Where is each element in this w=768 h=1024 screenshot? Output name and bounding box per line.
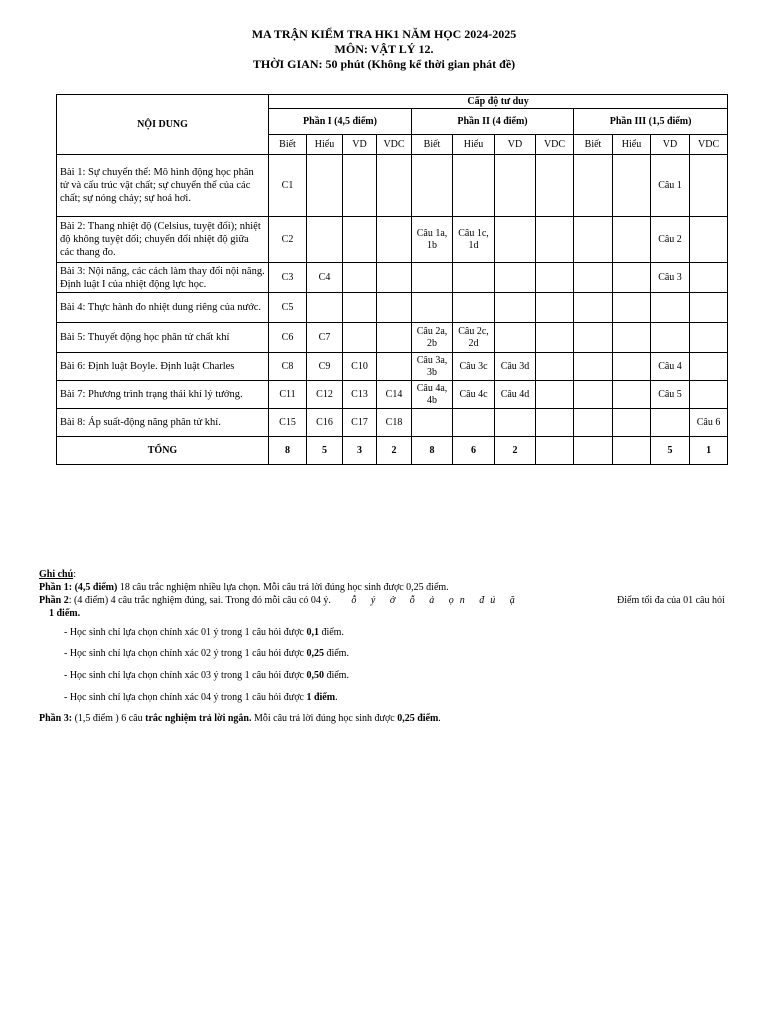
question-cell bbox=[651, 323, 690, 353]
table-row bbox=[57, 217, 728, 263]
level-label: VD bbox=[495, 135, 536, 155]
note-bullet: - Học sinh chỉ lựa chọn chính xác 03 ý trong 1 câu hỏi được 0,50 điểm. bbox=[64, 670, 349, 681]
question-cell bbox=[690, 263, 728, 293]
question-cell bbox=[307, 155, 343, 217]
level-label: VD bbox=[651, 135, 690, 155]
part-header: Phần II (4 điểm) bbox=[412, 109, 574, 135]
level-label: VD bbox=[343, 135, 377, 155]
question-cell bbox=[377, 263, 412, 293]
question-cell bbox=[453, 409, 495, 437]
question-cell bbox=[453, 263, 495, 293]
table-row bbox=[57, 263, 728, 293]
part-header: Phần III (1,5 điểm) bbox=[574, 109, 728, 135]
question-cell: C17 bbox=[343, 409, 377, 437]
question-cell bbox=[307, 293, 343, 323]
note-bullet: - Học sinh chỉ lựa chọn chính xác 02 ý trong 1 câu hỏi được 0,25 điểm. bbox=[64, 648, 349, 659]
question-cell: Câu 4d bbox=[495, 381, 536, 409]
total-cell: 2 bbox=[377, 437, 412, 465]
table-row bbox=[57, 293, 728, 323]
total-cell: 6 bbox=[453, 437, 495, 465]
note-part-1: Phần 1: (4,5 điểm) 18 câu trắc nghiệm nhiều lựa chọn. Mỗi câu trả lời đúng học sinh được 0,25 điểm. bbox=[39, 582, 449, 593]
question-cell bbox=[453, 293, 495, 323]
lesson-content: Bài 5: Thuyết động học phân tử chất khí bbox=[57, 323, 269, 353]
question-cell bbox=[343, 217, 377, 263]
question-cell bbox=[495, 155, 536, 217]
question-cell: Câu 3d bbox=[495, 353, 536, 381]
question-cell: Câu 4a, 4b bbox=[412, 381, 453, 409]
question-cell bbox=[690, 353, 728, 381]
question-cell bbox=[453, 155, 495, 217]
question-cell bbox=[343, 293, 377, 323]
total-cell bbox=[574, 437, 613, 465]
question-cell: C3 bbox=[269, 263, 307, 293]
question-cell bbox=[690, 217, 728, 263]
question-cell bbox=[536, 323, 574, 353]
total-cell: 5 bbox=[307, 437, 343, 465]
level-label: Biết bbox=[412, 135, 453, 155]
question-cell bbox=[536, 155, 574, 217]
question-cell bbox=[651, 293, 690, 323]
table-row bbox=[57, 381, 728, 409]
table-row bbox=[57, 323, 728, 353]
question-cell: C14 bbox=[377, 381, 412, 409]
table-row bbox=[57, 155, 728, 217]
table-row bbox=[57, 409, 728, 437]
question-cell bbox=[613, 323, 651, 353]
question-cell bbox=[495, 293, 536, 323]
question-cell: C7 bbox=[307, 323, 343, 353]
question-cell bbox=[574, 155, 613, 217]
question-cell bbox=[495, 409, 536, 437]
question-cell: Câu 2a, 2b bbox=[412, 323, 453, 353]
lesson-content: Bài 8: Áp suất-động năng phân tử khí. bbox=[57, 409, 269, 437]
question-cell: Câu 1 bbox=[651, 155, 690, 217]
question-cell: C18 bbox=[377, 409, 412, 437]
question-cell bbox=[343, 155, 377, 217]
question-cell bbox=[412, 155, 453, 217]
question-cell bbox=[574, 217, 613, 263]
doc-subject: MÔN: VẬT LÝ 12. bbox=[334, 42, 434, 56]
question-cell bbox=[377, 293, 412, 323]
total-cell: 1 bbox=[690, 437, 728, 465]
question-cell bbox=[613, 353, 651, 381]
question-cell bbox=[613, 381, 651, 409]
question-cell bbox=[613, 293, 651, 323]
question-cell bbox=[574, 381, 613, 409]
question-cell: C5 bbox=[269, 293, 307, 323]
question-cell bbox=[651, 409, 690, 437]
question-cell: Câu 1c, 1d bbox=[453, 217, 495, 263]
question-cell bbox=[536, 293, 574, 323]
question-cell bbox=[377, 217, 412, 263]
question-cell bbox=[690, 155, 728, 217]
question-cell: C12 bbox=[307, 381, 343, 409]
question-cell: Câu 4 bbox=[651, 353, 690, 381]
question-cell bbox=[377, 323, 412, 353]
total-cell: 3 bbox=[343, 437, 377, 465]
level-header: Cấp độ tư duy bbox=[269, 95, 728, 109]
question-cell: C6 bbox=[269, 323, 307, 353]
doc-title: MA TRẬN KIỂM TRA HK1 NĂM HỌC 2024-2025 bbox=[251, 27, 517, 41]
question-cell: Câu 3 bbox=[651, 263, 690, 293]
question-cell bbox=[412, 293, 453, 323]
question-cell: C9 bbox=[307, 353, 343, 381]
question-cell bbox=[412, 263, 453, 293]
question-cell bbox=[343, 323, 377, 353]
question-cell: C10 bbox=[343, 353, 377, 381]
question-cell bbox=[536, 353, 574, 381]
content-header: NỘI DUNG bbox=[57, 95, 269, 155]
notes-title: Ghi chú: bbox=[39, 569, 76, 580]
question-cell bbox=[574, 409, 613, 437]
question-cell bbox=[613, 217, 651, 263]
question-cell: C4 bbox=[307, 263, 343, 293]
total-cell bbox=[536, 437, 574, 465]
level-label: VDC bbox=[536, 135, 574, 155]
question-cell: C13 bbox=[343, 381, 377, 409]
question-cell: C1 bbox=[269, 155, 307, 217]
question-cell bbox=[495, 263, 536, 293]
total-cell: 2 bbox=[495, 437, 536, 465]
total-cell bbox=[613, 437, 651, 465]
question-cell: Câu 3c bbox=[453, 353, 495, 381]
question-cell bbox=[574, 293, 613, 323]
lesson-content: Bài 3: Nội năng, các cách làm thay đổi nội năng. Định luật I của nhiệt động lực học. bbox=[57, 263, 269, 293]
question-cell bbox=[536, 381, 574, 409]
question-cell bbox=[377, 155, 412, 217]
level-label: Hiểu bbox=[307, 135, 343, 155]
question-cell: C15 bbox=[269, 409, 307, 437]
question-cell bbox=[613, 263, 651, 293]
question-cell: Câu 5 bbox=[651, 381, 690, 409]
lesson-content: Bài 2: Thang nhiệt độ (Celsius, tuyệt đối); nhiệt độ không tuyệt đối; chuyển đổi nhiệt độ giữa các thang đo. bbox=[57, 217, 269, 263]
question-cell bbox=[613, 155, 651, 217]
question-cell: Câu 6 bbox=[690, 409, 728, 437]
question-cell: Câu 3a, 3b bbox=[412, 353, 453, 381]
question-cell bbox=[574, 323, 613, 353]
level-label: Biết bbox=[269, 135, 307, 155]
lesson-content: Bài 6: Định luật Boyle. Định luật Charles bbox=[57, 353, 269, 381]
question-cell: C16 bbox=[307, 409, 343, 437]
level-label: Hiểu bbox=[453, 135, 495, 155]
question-cell bbox=[495, 217, 536, 263]
question-cell bbox=[574, 353, 613, 381]
total-label: TỔNG bbox=[57, 437, 269, 465]
lesson-content: Bài 4: Thực hành đo nhiệt dung riêng của nước. bbox=[57, 293, 269, 323]
question-cell: C8 bbox=[269, 353, 307, 381]
note-part-2: Phần 2: (4 điểm) 4 câu trắc nghiệm đúng, sai. Trong đó mỗi câu có 04 ý. ỗ ý ở ỗ ả ọn đú ặ Điểm tối đa của 01 câu hỏi bbox=[39, 595, 725, 606]
question-cell bbox=[495, 323, 536, 353]
question-cell bbox=[613, 409, 651, 437]
question-cell bbox=[536, 263, 574, 293]
question-cell bbox=[412, 409, 453, 437]
lesson-content: Bài 1: Sự chuyển thể: Mô hình động học phân tử và cấu trúc vật chất; sự chuyển thể của các chất; sự nóng chảy; sự hoá hơi. bbox=[57, 155, 269, 217]
total-cell: 8 bbox=[269, 437, 307, 465]
note-bullet: - Học sinh chỉ lựa chọn chính xác 04 ý trong 1 câu hỏi được 1 điểm. bbox=[64, 692, 338, 703]
question-cell bbox=[536, 217, 574, 263]
note-part-2-max: 1 điểm. bbox=[49, 608, 81, 619]
level-label: Biết bbox=[574, 135, 613, 155]
note-bullet: - Học sinh chỉ lựa chọn chính xác 01 ý trong 1 câu hỏi được 0,1 điểm. bbox=[64, 627, 344, 638]
level-label: VDC bbox=[377, 135, 412, 155]
note-part-3: Phần 3: (1,5 điểm ) 6 câu trắc nghiệm trả lời ngắn. Mỗi câu trả lời đúng học sinh được 0,25 điểm. bbox=[39, 713, 441, 724]
question-cell bbox=[307, 217, 343, 263]
question-cell: C11 bbox=[269, 381, 307, 409]
question-cell bbox=[536, 409, 574, 437]
question-cell bbox=[690, 381, 728, 409]
question-cell: Câu 2 bbox=[651, 217, 690, 263]
question-cell: Câu 2c, 2d bbox=[453, 323, 495, 353]
question-cell: Câu 1a, 1b bbox=[412, 217, 453, 263]
doc-duration: THỜI GIAN: 50 phút (Không kể thời gian phát đề) bbox=[252, 57, 516, 71]
question-cell bbox=[377, 353, 412, 381]
part-header: Phần I (4,5 điểm) bbox=[269, 109, 412, 135]
question-cell bbox=[574, 263, 613, 293]
question-cell bbox=[343, 263, 377, 293]
question-cell bbox=[690, 293, 728, 323]
lesson-content: Bài 7: Phương trình trạng thái khí lý tưởng. bbox=[57, 381, 269, 409]
level-label: Hiểu bbox=[613, 135, 651, 155]
level-label: VDC bbox=[690, 135, 728, 155]
exam-matrix-table bbox=[56, 94, 728, 465]
question-cell: Câu 4c bbox=[453, 381, 495, 409]
total-cell: 5 bbox=[651, 437, 690, 465]
question-cell: C2 bbox=[269, 217, 307, 263]
question-cell bbox=[690, 323, 728, 353]
table-row bbox=[57, 353, 728, 381]
total-cell: 8 bbox=[412, 437, 453, 465]
